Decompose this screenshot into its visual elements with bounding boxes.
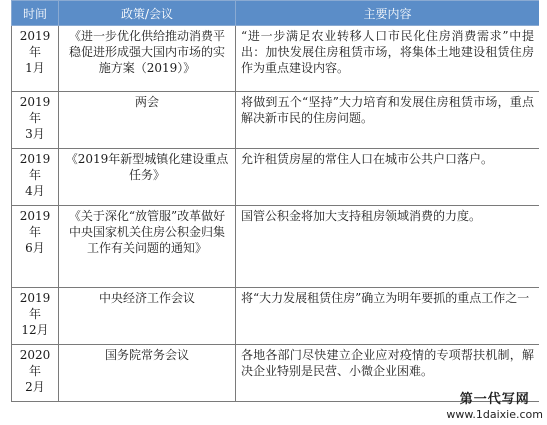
watermark-title: 第一代写网 bbox=[459, 392, 530, 407]
time-month: 3月 bbox=[25, 127, 45, 141]
policy-cell: 两会 bbox=[59, 92, 236, 149]
time-cell bbox=[12, 288, 59, 345]
header-policy: 政策/会议 bbox=[59, 1, 236, 26]
time-month: 2月 bbox=[25, 380, 45, 394]
time-cell bbox=[12, 345, 59, 402]
header-content: 主要内容 bbox=[236, 1, 540, 26]
time-cell bbox=[12, 149, 59, 206]
time-cell bbox=[12, 206, 59, 288]
content-cell: 将“大力发展租赁住房”确立为明年要抓的重点工作之一 bbox=[236, 288, 540, 345]
policy-cell: 中央经济工作会议 bbox=[59, 288, 236, 345]
policy-cell: 国务院常务会议 bbox=[59, 345, 236, 402]
time-year-suffix: 年 bbox=[28, 307, 41, 321]
table-row bbox=[12, 149, 540, 206]
policy-cell: 《2019年新型城镇化建设重点任务》 bbox=[59, 149, 236, 206]
time-year-suffix: 年 bbox=[28, 168, 41, 182]
table-header-row bbox=[12, 1, 540, 26]
policy-cell: 《关于深化“放管服”改革做好中央国家机关住房公积金归集工作有关问题的通知》 bbox=[59, 206, 236, 288]
time-year-suffix: 年 bbox=[28, 364, 41, 378]
time-year: 2019 bbox=[19, 291, 51, 305]
time-year: 2019 bbox=[19, 152, 51, 166]
time-year-suffix: 年 bbox=[28, 111, 41, 125]
policy-table-frame bbox=[11, 0, 539, 425]
header-time: 时间 bbox=[12, 1, 59, 26]
table-row bbox=[12, 26, 540, 92]
policy-table bbox=[11, 0, 539, 402]
watermark bbox=[446, 392, 543, 422]
content-cell: 允许租赁房屋的常住人口在城市公共户口落户。 bbox=[236, 149, 540, 206]
content-cell: “进一步满足农业转移人口市民化住房消费需求”中提出：加快发展住房租赁市场，将集体土地建设租赁住房作为重点建设内容。 bbox=[236, 26, 540, 92]
time-year: 2019 bbox=[19, 209, 51, 223]
time-cell bbox=[12, 26, 59, 92]
time-year: 2019 bbox=[19, 95, 51, 109]
watermark-url: www.1daixie.com bbox=[446, 408, 543, 421]
content-cell: 国管公积金将加大支持租房领域消费的力度。 bbox=[236, 206, 540, 288]
table-row bbox=[12, 206, 540, 288]
time-year-suffix: 年 bbox=[28, 45, 41, 59]
time-month: 4月 bbox=[25, 184, 45, 198]
time-year-suffix: 年 bbox=[28, 225, 41, 239]
table-row bbox=[12, 92, 540, 149]
content-cell: 各地各部门尽快建立企业应对疫情的专项帮扶机制，解决企业特别是民营、小微企业困难。 bbox=[236, 345, 540, 402]
time-cell bbox=[12, 92, 59, 149]
content-cell: 将做到五个“坚持”大力培育和发展住房租赁市场，重点解决新市民的住房问题。 bbox=[236, 92, 540, 149]
policy-cell: 《进一步优化供给推动消费平稳促进形成强大国内市场的实施方案（2019）》 bbox=[59, 26, 236, 92]
time-year: 2020 bbox=[19, 348, 51, 362]
time-month: 1月 bbox=[25, 61, 45, 75]
time-month: 6月 bbox=[25, 241, 45, 255]
table-row bbox=[12, 288, 540, 345]
time-month: 12月 bbox=[21, 323, 49, 337]
time-year: 2019 bbox=[19, 29, 51, 43]
